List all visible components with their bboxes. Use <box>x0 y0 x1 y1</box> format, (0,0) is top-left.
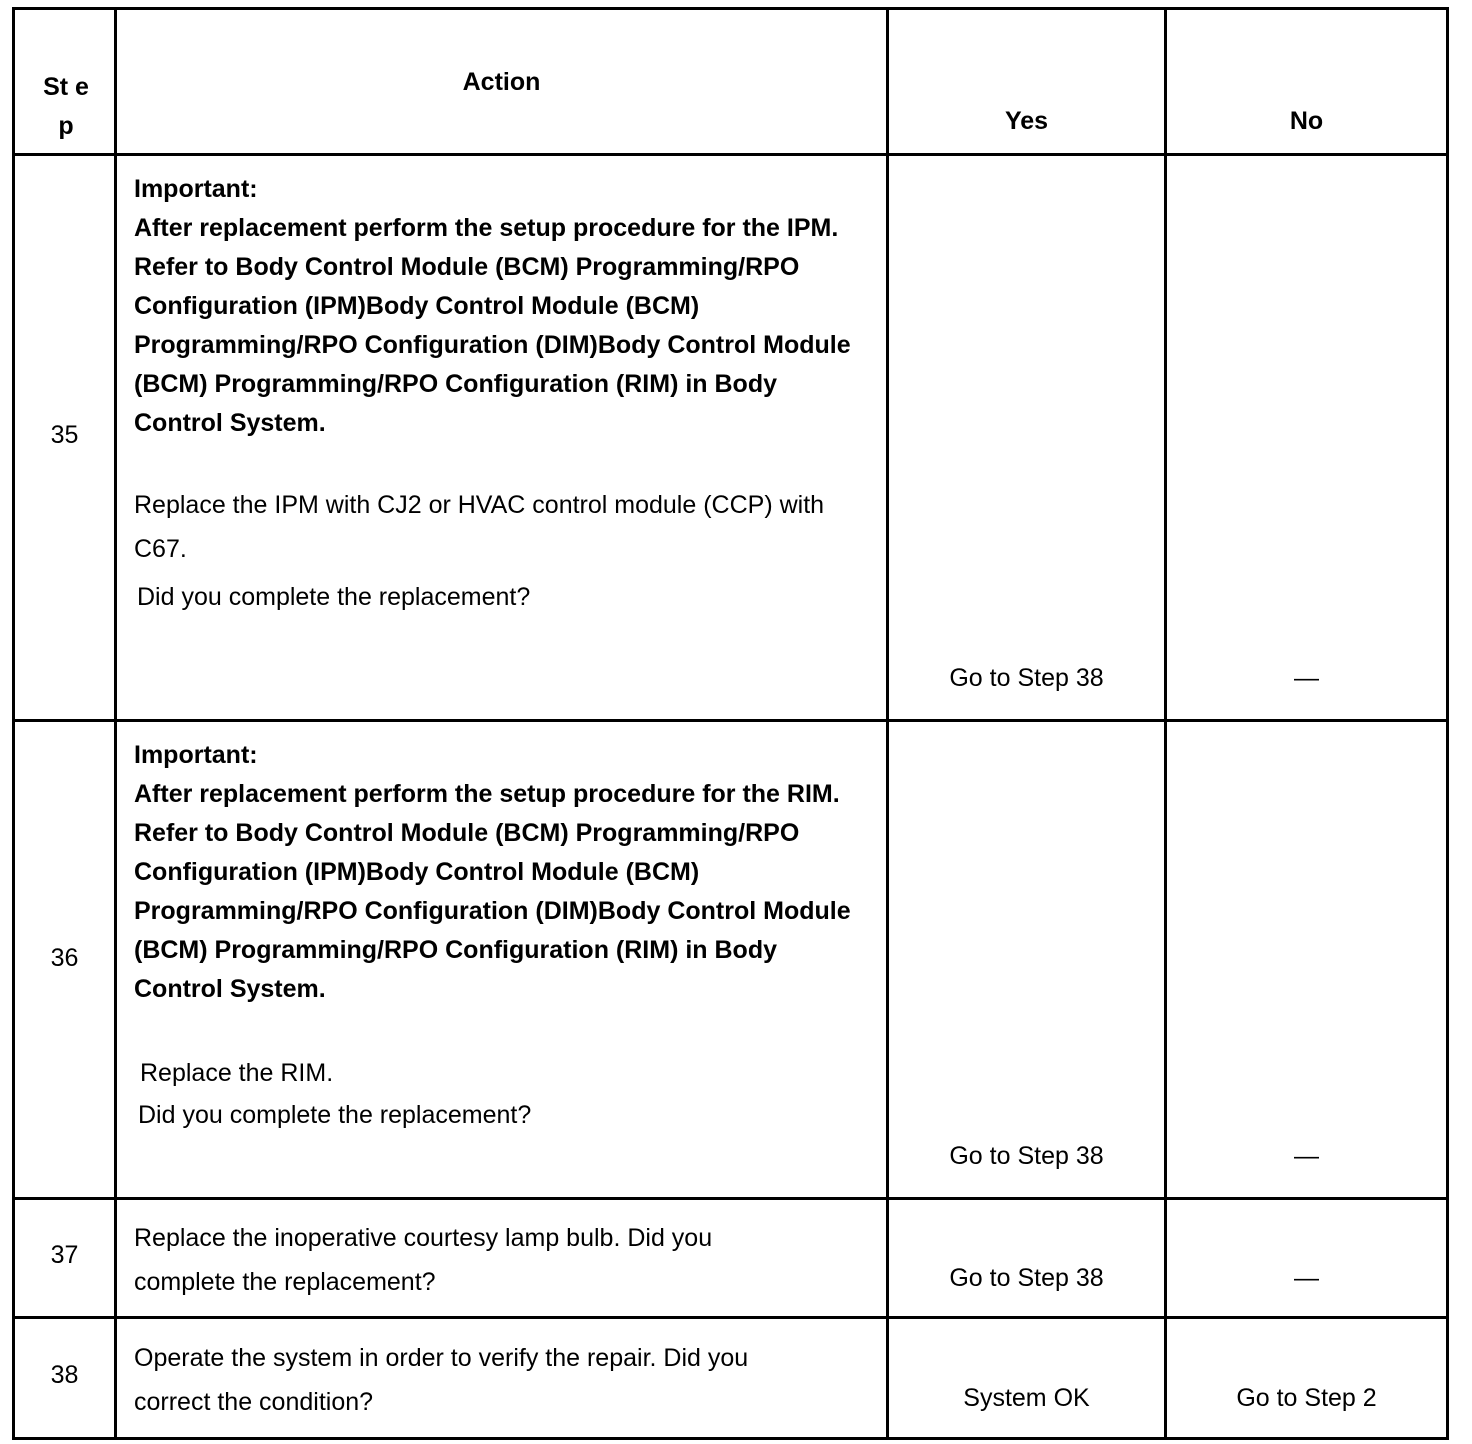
action-cell <box>116 155 888 721</box>
table-row <box>14 721 1448 1199</box>
table-row <box>14 1199 1448 1318</box>
yes-cell <box>888 155 1166 721</box>
diagnostic-step-table <box>12 7 1449 1440</box>
important-text: After replacement perform the setup procedure for the RIM. Refer to Body Control Module (BCM) Programming/RPO Configuration (IPM)Body Control Module (BCM) Programming/RPO Configuration (DIM)Body Control Module (BCM) Programming/RPO Configuration (RIM) in Body Control System. <box>134 780 851 1003</box>
no-result: — <box>1294 1142 1319 1170</box>
yes-cell <box>888 721 1166 1199</box>
yes-result: Go to Step 38 <box>949 1264 1104 1292</box>
header-action: Action <box>462 68 541 96</box>
header-action-cell <box>116 9 888 155</box>
header-no-cell <box>1166 9 1448 155</box>
important-text: After replacement perform the setup procedure for the IPM. Refer to Body Control Module (BCM) Programming/RPO Configuration (IPM)Body Control Module (BCM) Programming/RPO Configuration (DIM)Body Control Module (BCM) Programming/RPO Configuration (RIM) in Body Control System. <box>134 214 851 437</box>
important-note <box>134 736 856 1009</box>
header-step-cell <box>14 9 116 155</box>
step-cell <box>14 1199 116 1318</box>
important-note <box>134 170 856 443</box>
step-number: 38 <box>50 1361 79 1389</box>
header-yes-cell <box>888 9 1166 155</box>
important-label: Important: <box>134 741 258 769</box>
yes-result: System OK <box>963 1384 1090 1412</box>
step-cell <box>14 155 116 721</box>
action-cell <box>116 1318 888 1439</box>
no-result: — <box>1294 664 1319 692</box>
no-result: Go to Step 2 <box>1236 1384 1377 1412</box>
action-cell <box>116 1199 888 1318</box>
step-cell <box>14 721 116 1199</box>
no-cell <box>1166 1199 1448 1318</box>
action-cell <box>116 721 888 1199</box>
table-row <box>14 155 1448 721</box>
step-number: 36 <box>50 944 79 972</box>
header-yes: Yes <box>1004 107 1049 135</box>
action-instruction: Replace the IPM with CJ2 or HVAC control module (CCP) with C67. <box>134 491 825 563</box>
no-result: — <box>1294 1264 1319 1292</box>
yes-result: Go to Step 38 <box>949 1142 1104 1170</box>
important-label: Important: <box>134 175 258 203</box>
header-step: St ep <box>43 73 89 140</box>
header-no: No <box>1289 107 1324 135</box>
action-text: Operate the system in order to verify the repair. Did you correct the condition? <box>134 1344 749 1416</box>
action-text: Replace the inoperative courtesy lamp bulb. Did you complete the replacement? <box>134 1224 713 1296</box>
table-row <box>14 1318 1448 1439</box>
action-question: Did you complete the replacement? <box>137 583 531 611</box>
table-header-row <box>14 9 1448 155</box>
step-number: 35 <box>50 421 79 449</box>
yes-cell <box>888 1199 1166 1318</box>
no-cell <box>1166 155 1448 721</box>
no-cell <box>1166 1318 1448 1439</box>
no-cell <box>1166 721 1448 1199</box>
action-instruction: Replace the RIM. <box>140 1059 334 1087</box>
yes-result: Go to Step 38 <box>949 664 1104 692</box>
step-cell <box>14 1318 116 1439</box>
yes-cell <box>888 1318 1166 1439</box>
step-number: 37 <box>50 1241 79 1269</box>
action-question: Did you complete the replacement? <box>138 1101 532 1129</box>
